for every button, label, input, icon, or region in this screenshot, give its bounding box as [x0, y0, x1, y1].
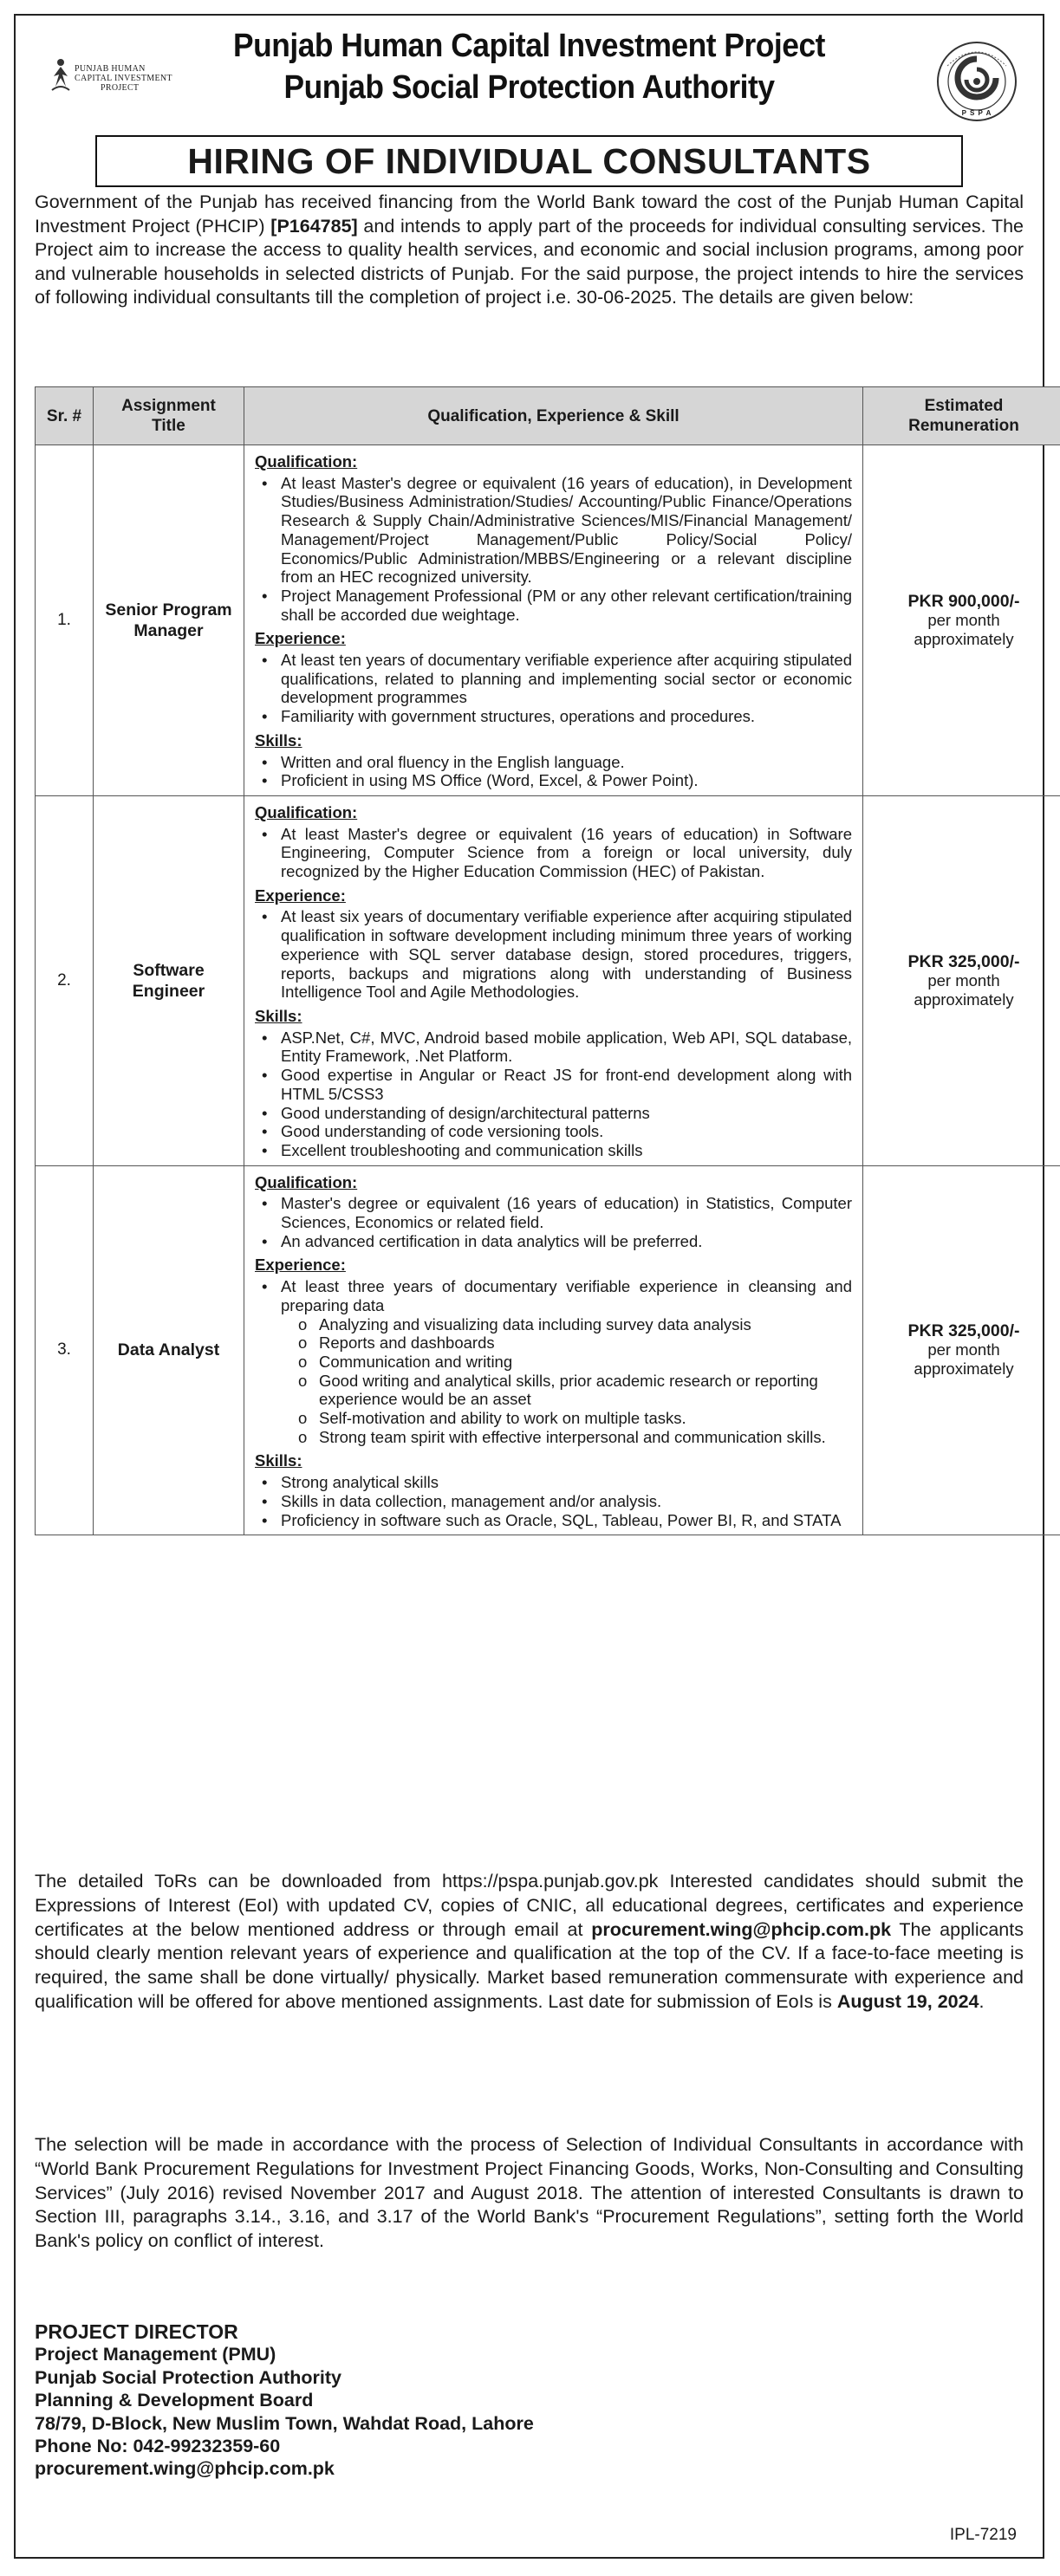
experience-label: Experience:: [255, 629, 346, 648]
qualification-list: [255, 825, 852, 881]
sub-list-item: o Reports and dashboards: [319, 1333, 852, 1353]
row-sr: 2.: [36, 795, 94, 1165]
logo-text-line: PROJECT: [101, 83, 140, 93]
experience-label: Experience:: [255, 886, 346, 905]
list-item: • Proficient in using MS Office (Word, Excel, & Power Point).: [281, 771, 852, 790]
row-title: Software Engineer: [94, 795, 244, 1165]
list-item: • At least ten years of documentary verifiable experience after acquiring stipulated qualifications, related to planning and implementing social sector or economic development programmes: [281, 651, 852, 707]
experience-sub-list: [281, 1315, 852, 1447]
selection-paragraph: The selection will be made in accordance with the process of Selection of Individual Consultants in accordance with “World Bank Procurement Regulations for Investment Project Financing Goods, Works, Non-Consulting and Consulting Services” (July 2016) revised November 2017 and August 2018. The attention of interested Consultants is drawn to Section III, paragraphs 3.14., 3.16, and 3.17 of the World Bank's “Procurement Regulations”, setting forth the World Bank's policy on conflict of interest.: [35, 2134, 1024, 2252]
pspa-seal-text: P S P A: [961, 109, 992, 117]
experience-list: [255, 907, 852, 1002]
list-item: • At least Master's degree or equivalent (16 years of education), in Development Studies/Business Administration/Studies/ Accounting/Public Finance/Operations Research & Supply Chain/Administrative Sciences/MIS/Financial Management/ Management/Project Management/Public Policy/Social Policy/ Economics/Public Administration/MBBS/Engineering or a relevant discipline from an HEC recognized university.: [281, 474, 852, 587]
experience-list: [255, 1277, 852, 1446]
contact-phone: Phone No: 042-99232359-60: [35, 2436, 281, 2457]
sub-list-item: o Analyzing and visualizing data including survey data analysis: [319, 1315, 852, 1334]
row-remuneration: [863, 445, 1060, 796]
list-item: • Good expertise in Angular or React JS for front-end development along with HTML 5/CSS3: [281, 1066, 852, 1103]
qualification-list: [255, 1194, 852, 1250]
row-remuneration: [863, 795, 1060, 1165]
remuneration-amount: PKR 325,000/-: [907, 951, 1020, 971]
skills-label: Skills:: [255, 730, 302, 749]
email-link[interactable]: procurement.wing@phcip.com.pk: [591, 1918, 892, 1940]
list-item: • An advanced certification in data analytics will be preferred.: [281, 1232, 852, 1251]
row-title: Senior Program Manager: [94, 445, 244, 796]
contact-heading: PROJECT DIRECTOR: [35, 2320, 238, 2343]
list-item: • Project Management Professional (PM or any other relevant certification/training shall be accorded due weightage.: [281, 587, 852, 624]
pspa-seal-logo: [935, 40, 1018, 123]
row-details: [244, 795, 863, 1165]
remuneration-amount: PKR 900,000/-: [907, 591, 1020, 611]
row-remuneration: [863, 1165, 1060, 1535]
sub-list-item: o Self-motivation and ability to work on multiple tasks.: [319, 1409, 852, 1428]
list-item: [281, 1277, 852, 1446]
skills-list: [255, 1028, 852, 1160]
qualification-label: Qualification:: [255, 1172, 358, 1191]
list-item-text: At least three years of documentary verifiable experience in cleansing and preparing data: [281, 1277, 852, 1314]
intro-text: and intends to apply part of the proceeds for individual consulting services. The Project aim to increase the access to quality health services, and economic and social inclusion programs, among poor and vulnerable households in selected districts of Punjab. For the said purpose, the project intends to hire the services of following individual consultants till the completion of project i.e. 30-06-2025. The details are given below:: [35, 215, 1024, 308]
project-id: [P164785]: [270, 215, 358, 237]
advertisement-page: [14, 14, 1044, 2559]
remuneration-note: approximately: [914, 629, 1014, 648]
remuneration-note: approximately: [914, 990, 1014, 1009]
experience-list: [255, 651, 852, 726]
intro-text: Government of the Punjab has received financing from the World Bank toward the cost of the Punjab Human Capital Investment Project (PHCIP): [35, 191, 1024, 237]
list-item: • Written and oral fluency in the English language.: [281, 753, 852, 772]
header-assignment-title: Assignment Title: [94, 387, 244, 445]
list-item: • ASP.Net, C#, MVC, Android based mobile application, Web API, SQL database, Entity Framework, .Net Platform.: [281, 1028, 852, 1066]
list-item: • Good understanding of design/architectural patterns: [281, 1104, 852, 1123]
list-item: • Proficiency in software such as Oracle, SQL, Tableau, Power BI, R, and STATA: [281, 1511, 852, 1530]
row-details: [244, 445, 863, 796]
row-details: [244, 1165, 863, 1535]
skills-label: Skills:: [255, 1451, 302, 1470]
experience-label: Experience:: [255, 1256, 346, 1275]
table-row: [36, 1165, 1060, 1535]
qualification-label: Qualification:: [255, 802, 358, 821]
header-remuneration: Estimated Remuneration: [863, 387, 1060, 445]
submission-paragraph: [35, 1870, 1024, 2015]
paragraph-text: .: [979, 1990, 985, 2012]
remuneration-amount: PKR 325,000/-: [907, 1321, 1020, 1341]
paragraph-text: The detailed ToRs can be downloaded from https://pspa.punjab.gov.pk Interested candidates should submit the Expressions of Interest (EoI) with updated CV, copies of CNIC, all educational degrees, certificates and experience certificates at the below mentioned address or through email at: [35, 1871, 1024, 1940]
row-sr: 3.: [36, 1165, 94, 1535]
list-item: • Master's degree or equivalent (16 years of education) in Statistics, Computer Sciences, Economics or related field.: [281, 1194, 852, 1231]
table-header-row: [36, 387, 1060, 445]
skills-label: Skills:: [255, 1006, 302, 1025]
title-line-2: Punjab Social Protection Authority: [283, 69, 775, 106]
title-line-1: Punjab Human Capital Investment Project: [233, 28, 825, 64]
consultants-table: [35, 386, 1060, 1535]
hiring-banner: HIRING OF INDIVIDUAL CONSULTANTS: [95, 135, 963, 187]
list-item: • Good understanding of code versioning tools.: [281, 1122, 852, 1141]
contact-block: [35, 2320, 534, 2481]
paragraph-text: The applicants should clearly mention relevant years of experience and qualification at the top of the CV. If a face-to-face meeting is required, the same shall be done virtually/ physically. Market based remuneration commensurate with experience and qualification will be offered for above mentioned assignments. Last date for submission of EoIs is: [35, 1918, 1024, 2012]
list-item: • Strong analytical skills: [281, 1473, 852, 1492]
header: [16, 16, 1043, 181]
remuneration-period: per month: [927, 970, 1000, 990]
skills-list: [255, 753, 852, 790]
list-item: • Skills in data collection, management and/or analysis.: [281, 1492, 852, 1511]
remuneration-period: per month: [927, 1340, 1000, 1359]
footer-code: IPL-7219: [949, 2526, 1017, 2544]
contact-email[interactable]: procurement.wing@phcip.com.pk: [35, 2458, 335, 2480]
remuneration-period: per month: [927, 610, 1000, 629]
list-item: • At least six years of documentary verifiable experience after acquiring stipulated qualification in software development including minimum three years of working experience with SQL server database design, stored procedures, triggers, reports, backups and migrations along with understanding of Business Intelligence Tool and Agile Methodologies.: [281, 907, 852, 1002]
contact-line: Project Management (PMU): [35, 2344, 276, 2365]
header-qualification: Qualification, Experience & Skill: [244, 387, 863, 445]
sub-list-item: o Communication and writing: [319, 1353, 852, 1372]
intro-paragraph: [35, 191, 1024, 310]
deadline-date: August 19, 2024: [836, 1990, 979, 2012]
sub-list-item: o Good writing and analytical skills, prior academic research or reporting experience would be an asset: [319, 1372, 852, 1409]
qualification-list: [255, 474, 852, 625]
list-item: • At least Master's degree or equivalent (16 years of education) in Software Engineering, Computer Science from a foreign or local university, duly recognized by the Higher Education Commission (HEC) of Pakistan.: [281, 825, 852, 881]
contact-line: 78/79, D-Block, New Muslim Town, Wahdat Road, Lahore: [35, 2412, 534, 2434]
list-item: • Excellent troubleshooting and communication skills: [281, 1141, 852, 1160]
logo-text-line: PUNJAB HUMAN: [75, 64, 146, 74]
row-sr: 1.: [36, 445, 94, 796]
sub-list-item: o Strong team spirit with effective interpersonal and communication skills.: [319, 1428, 852, 1447]
remuneration-note: approximately: [914, 1359, 1014, 1379]
table-row: [36, 445, 1060, 796]
contact-line: Punjab Social Protection Authority: [35, 2366, 341, 2388]
logo-text-line: CAPITAL INVESTMENT: [75, 74, 172, 83]
list-item: • Familiarity with government structures, operations and procedures.: [281, 707, 852, 726]
header-sr: Sr. #: [36, 387, 94, 445]
contact-line: Planning & Development Board: [35, 2390, 314, 2411]
skills-list: [255, 1473, 852, 1529]
table-row: [36, 795, 1060, 1165]
row-title: Data Analyst: [94, 1165, 244, 1535]
qualification-label: Qualification:: [255, 452, 358, 470]
